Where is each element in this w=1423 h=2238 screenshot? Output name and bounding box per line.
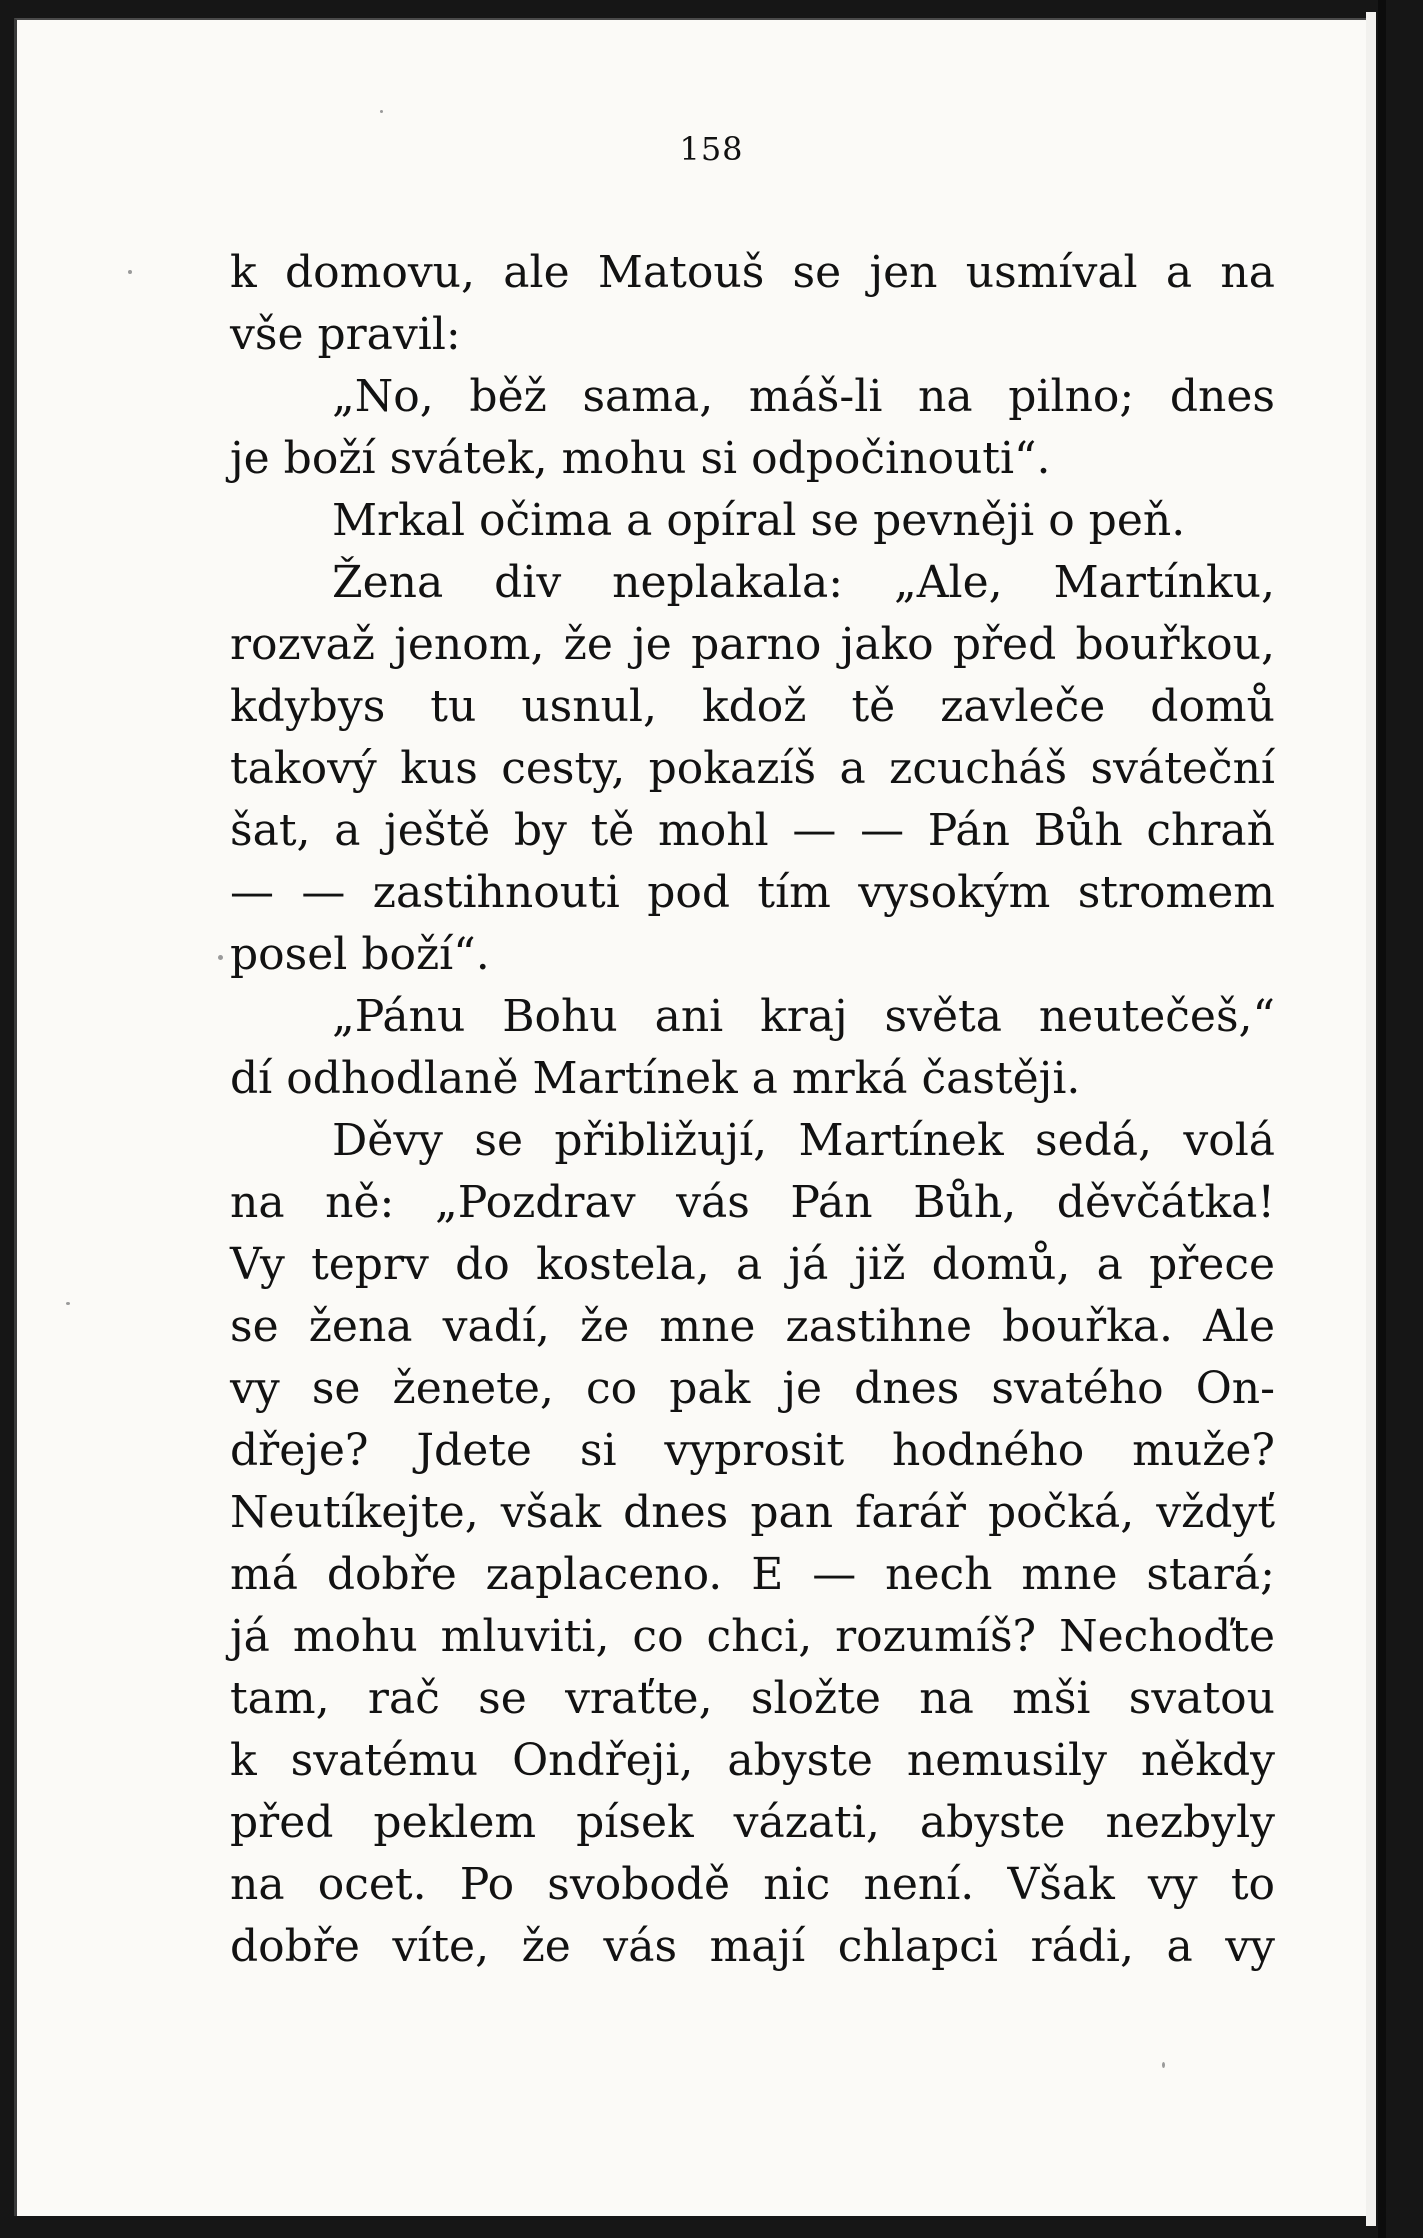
text-line: dí odhodlaně Martínek a mrká častěji.: [230, 1053, 1081, 1104]
text-line: Vy teprv do kostela, a já již domů, a přece: [230, 1239, 1275, 1290]
text-line: tam, rač se vraťte, složte na mši svatou: [230, 1673, 1275, 1724]
text-line: k domovu, ale Matouš se jen usmíval a na: [230, 247, 1275, 298]
text-line: se žena vadí, že mne zastihne bouřka. Ale: [230, 1301, 1275, 1352]
text-line: — — zastihnouti pod tím vysokým stromem: [230, 867, 1275, 918]
paper-speck: [218, 955, 223, 960]
paper-speck: [128, 270, 132, 274]
page-number: 158: [679, 130, 744, 168]
text-line: takový kus cesty, pokazíš a zcucháš sváteční: [230, 743, 1275, 794]
text-line: Neutíkejte, však dnes pan farář počká, vždyť: [230, 1487, 1275, 1538]
text-line: já mohu mluviti, co chci, rozumíš? Nechoďte: [230, 1611, 1275, 1662]
text-line: Mrkal očima a opíral se pevněji o peň.: [332, 495, 1186, 546]
text-line: kdybys tu usnul, kdož tě zavleče domů: [230, 681, 1275, 732]
paper-speck: [66, 1302, 70, 1305]
text-line: posel boží“.: [230, 929, 490, 980]
text-line: na ně: „Pozdrav vás Pán Bůh, děvčátka!: [230, 1177, 1275, 1228]
text-line: je boží svátek, mohu si odpočinouti“.: [230, 433, 1051, 484]
text-line: „Pánu Bohu ani kraj světa neutečeš,“: [332, 991, 1275, 1042]
binding-shadow: [1378, 0, 1386, 2238]
text-line: šat, a ještě by tě mohl — — Pán Bůh chraň: [230, 805, 1275, 856]
paper-speck: [380, 110, 383, 113]
text-line: dobře víte, že vás mají chlapci rádi, a vy: [230, 1921, 1275, 1972]
text-line: Děvy se přibližují, Martínek sedá, volá: [332, 1115, 1275, 1166]
text-line: na ocet. Po svobodě nic není. Však vy to: [230, 1859, 1275, 1910]
text-line: rozvaž jenom, že je parno jako před bouřkou,: [230, 619, 1275, 670]
text-line: vše pravil:: [230, 309, 461, 360]
text-line: před peklem písek vázati, abyste nezbyly: [230, 1797, 1275, 1848]
text-line: dřeje? Jdete si vyprosit hodného muže?: [230, 1425, 1275, 1476]
text-line: „No, běž sama, máš-li na pilno; dnes: [332, 371, 1275, 422]
text-line: Žena div neplakala: „Ale, Martínku,: [332, 557, 1275, 608]
text-line: má dobře zaplaceno. E — nech mne stará;: [230, 1549, 1275, 1600]
page-edge: [1366, 12, 1376, 2226]
text-line: k svatému Ondřeji, abyste nemusily někdy: [230, 1735, 1275, 1786]
text-line: vy se ženete, co pak je dnes svatého On-: [230, 1363, 1275, 1414]
body-text: [230, 242, 1275, 1978]
paper-speck: [1162, 2062, 1165, 2068]
